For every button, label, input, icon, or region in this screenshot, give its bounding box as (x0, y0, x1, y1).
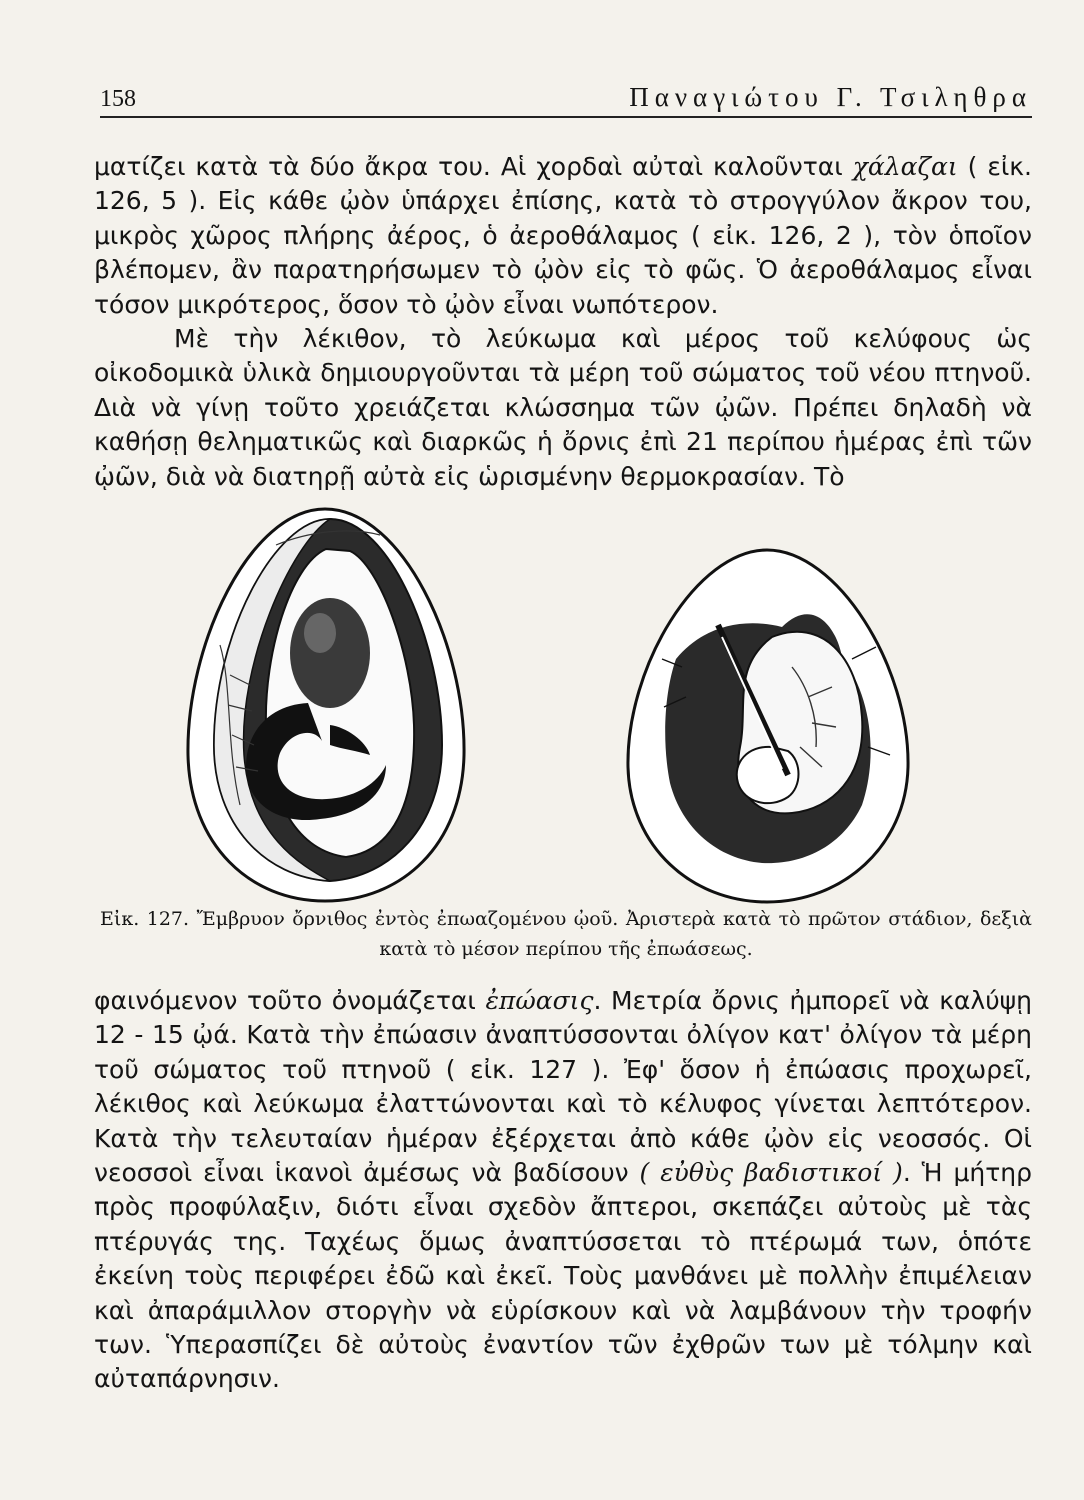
page-number: 158 (100, 86, 136, 112)
page-header (100, 72, 1032, 118)
paragraph-1-rest: ( εἰκ. 126, 5 ). Εἰς κάθε ᾠὸν ὑπάρχει ἐπίσης, κατὰ τὸ στρογγύλον ἄκρον του, μικρὸς χῶρος πλήρης ἀέρος, ὁ ἀεροθάλαμος ( εἰκ. 126, 2 ), τὸν ὁποῖον βλέπομεν, ἂν παρατηρήσωμεν τὸ ᾠὸν εἰς τὸ φῶς. Ὁ ἀεροθάλαμος εἶναι τόσον μικρότερος, ὅσον τὸ ᾠὸν εἶναι νωπότερον. (94, 152, 1032, 319)
term-precocial: ( εὐθὺς βαδιστικοί ) (639, 1158, 903, 1188)
figure-127 (0, 505, 1084, 905)
figure-caption-text: Ἔμβρυον ὄρνιθος ἐντὸς ἐπωαζομένου ᾠοῦ. Ἀριστερὰ κατὰ τὸ πρῶτον στάδιον, δεξιὰ κατὰ τὸ μέσον περίπου τῆς ἐπωάσεως. (189, 908, 1033, 960)
egg-early-stage-illustration (180, 505, 470, 905)
figure-label: Εἰκ. 127. (100, 908, 190, 930)
term-incubation: ἐπώασις (485, 986, 594, 1015)
upper-text-block (94, 150, 1032, 494)
paragraph-3 (94, 984, 1032, 1397)
figure-caption (100, 904, 1032, 964)
paragraph-2: Μὲ τὴν λέκιθον, τὸ λεύκωμα καὶ μέρος τοῦ κελύφους ὡς οἰκοδομικὰ ὑλικὰ δημιουργοῦνται τὰ μέρη τοῦ σώματος τοῦ νέου πτηνοῦ. Διὰ νὰ γίνῃ τοῦτο χρειάζεται κλώσσημα τῶν ᾠῶν. Πρέπει δηλαδὴ νὰ καθήσῃ θεληματικῶς καὶ διαρκῶς ἡ ὄρνις ἐπὶ 21 περίπου ἡμέρας ἐπὶ τῶν ᾠῶν, διὰ νὰ διατηρῇ αὐτὰ εἰς ὡρισμένην θερμοκρασίαν. Τὸ (94, 324, 1032, 491)
lower-text-block (94, 984, 1032, 1397)
paragraph-1 (94, 150, 1032, 322)
paragraph-3-start: φαινόμενον τοῦτο ὀνομάζεται (94, 986, 486, 1015)
paragraph-3-middle: . Μετρία ὄρνις ἠμπορεῖ νὰ καλύψῃ 12 - 15 ᾠά. Κατὰ τὴν ἐπώασιν ἀναπτύσσονται ὀλίγον κατ' ὀλίγον τὰ μέρη τοῦ σώματος τοῦ πτηνοῦ ( εἰκ. 127 ). Ἐφ' ὅσον ἡ ἐπώασις προχωρεῖ, λέκιθος καὶ λεύκωμα ἐλαττώνονται καὶ τὸ κέλυφος γίνεται λεπτότερον. Κατὰ τὴν τελευταίαν ἡμέραν ἐξέρχεται ἀπὸ κάθε ᾠὸν εἰς νεοσσός. Οἱ νεοσσοὶ εἶναι ἱκανοὶ ἀμέσως νὰ βαδίσουν (94, 986, 1032, 1188)
paragraph-3-end: . Ἡ μήτηρ πρὸς προφύλαξιν, διότι εἶναι σχεδὸν ἄπτεροι, σκεπάζει αὐτοὺς μὲ τὰς πτέρυγάς της. Ταχέως ὅμως ἀναπτύσσεται τὸ πτέρωμά των, ὁπότε ἐκείνη τοὺς περιφέρει ἐδῶ καὶ ἐκεῖ. Τοὺς μανθάνει μὲ πολλὴν ἐπιμέλειαν καὶ ἀπαράμιλλον στοργὴν νὰ εὑρίσκουν καὶ νὰ λαμβάνουν τὴν τροφήν των. Ὑπερασπίζει δὲ αὐτοὺς ἐναντίον τῶν ἐχθρῶν των μὲ τόλμην καὶ αὐταπάρνησιν. (94, 1158, 1032, 1394)
term-chalazae: χάλαζαι (852, 152, 958, 181)
paragraph-1-start: ματίζει κατὰ τὰ δύο ἄκρα του. Αἱ χορδαὶ αὐταὶ καλοῦνται (94, 152, 853, 181)
running-title: Παναγιώτου Γ. Τσιληθρα (629, 82, 1032, 112)
egg-middle-stage-illustration (622, 547, 912, 905)
